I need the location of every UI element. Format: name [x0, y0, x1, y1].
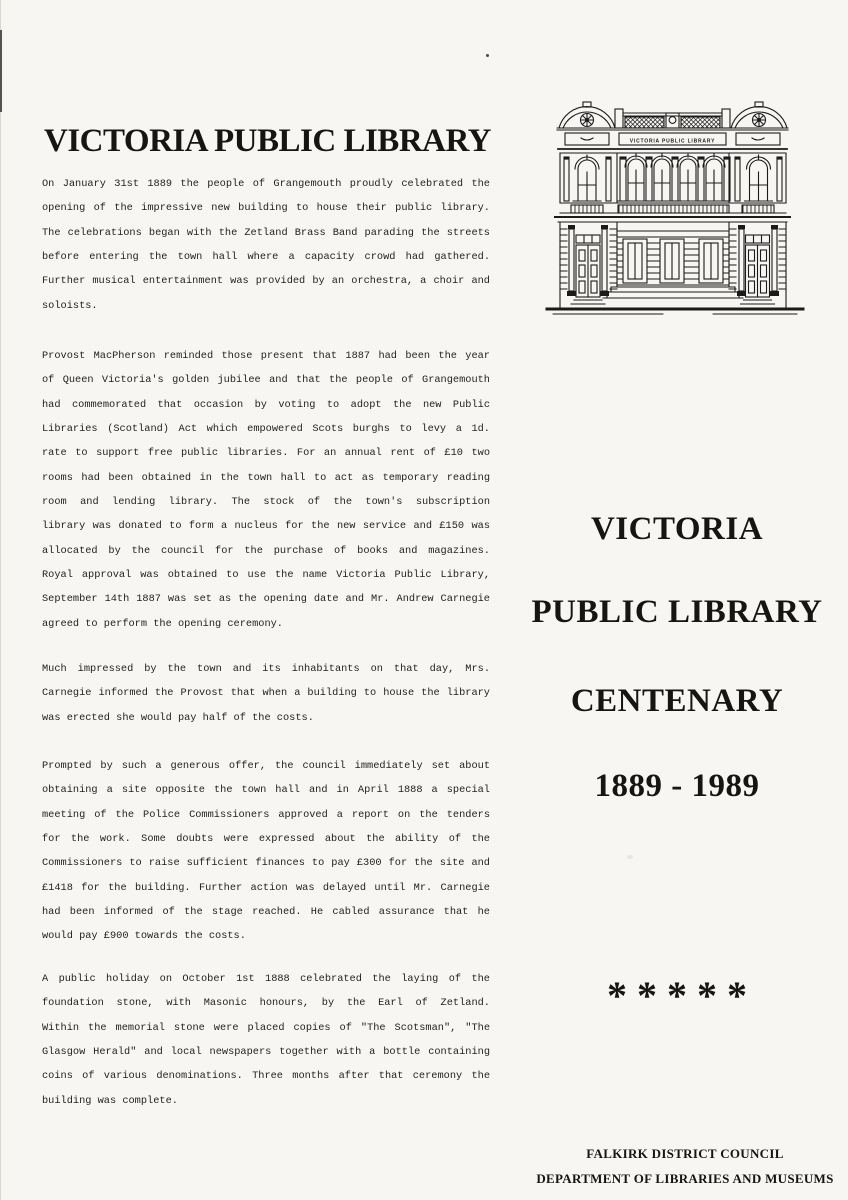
paragraph-provost-macpherson	[42, 344, 490, 636]
text-line: coins of various denominations. Three months after that ceremony the	[42, 1070, 490, 1083]
text-line: The celebrations began with the Zetland Brass Band parading the streets	[42, 226, 490, 239]
text-line: soloists.	[42, 299, 98, 312]
paragraph-mrs-carnegie	[42, 657, 490, 730]
headline-public-library: PUBLIC LIBRARY	[531, 594, 823, 630]
text-line: Much impressed by the town and its inhabitants on that day, Mrs.	[42, 663, 490, 675]
article-title: VICTORIA PUBLIC LIBRARY	[44, 123, 491, 160]
paragraph-foundation-stone	[42, 967, 490, 1113]
paragraph-opening-celebration	[42, 172, 490, 318]
text-line: of Queen Victoria's golden jubilee and that the people of Grangemouth	[42, 374, 490, 387]
text-line: Royal approval was obtained to use the name Victoria Public Library,	[42, 569, 490, 582]
headline-centenary: CENTENARY	[570, 683, 784, 719]
decorative-stars: * * * * *	[607, 973, 747, 1018]
text-line: had commemorated that occasion by voting to adopt the new Public	[42, 398, 490, 411]
text-line: rooms had been obtained in the town hall to act as temporary reading	[42, 471, 490, 484]
text-line: meeting of the Police Commissioners approved a report on the tenders	[42, 808, 490, 821]
text-line: Libraries (Scotland) Act which empowered Scots burghs to levy a 1d.	[42, 423, 490, 436]
text-line: room and lending library. The stock of the town's subscription	[42, 496, 490, 509]
text-line: foundation stone, with Masonic honours, by the Earl of Zetland.	[42, 997, 490, 1010]
text-line: £1418 for the building. Further action was delayed until Mr. Carnegie	[42, 881, 490, 894]
footer-council-line: FALKIRK DISTRICT COUNCIL	[586, 1146, 784, 1161]
text-line: Carnegie informed the Provost that when a building to house the library	[42, 687, 490, 700]
text-line: September 14th 1887 was set as the opening date and Mr. Andrew Carnegie	[42, 593, 490, 606]
text-line: obtaining a site opposite the town hall and in April 1888 a special	[42, 784, 490, 797]
text-line: A public holiday on October 1st 1888 celebrated the laying of the	[42, 973, 490, 985]
text-line: Provost MacPherson reminded those present that 1887 had been the year	[42, 350, 490, 362]
text-line: allocated by the council for the purchase of books and magazines.	[42, 544, 490, 557]
text-line: Glasgow Herald" and local newspapers together with a bottle containing	[42, 1046, 490, 1059]
text-line: On January 31st 1889 the people of Grangemouth proudly celebrated the	[42, 178, 490, 190]
scan-edge-shadow	[0, 0, 1, 1200]
text-line: agreed to perform the opening ceremony.	[42, 617, 283, 630]
text-line: had been informed of the stage reached. He cabled assurance that he	[42, 906, 490, 919]
headline-victoria: VICTORIA	[590, 511, 764, 547]
scan-speck-faint	[627, 855, 633, 859]
text-line: Within the memorial stone were placed copies of "The Scotsman", "The	[42, 1021, 490, 1034]
text-line: Commissioners to raise sufficient finances to pay £300 for the site and	[42, 857, 490, 870]
headline-years: 1889 - 1989	[594, 768, 760, 804]
text-line: Further musical entertainment was provided by an orchestra, a choir and	[42, 275, 490, 288]
text-line: was erected she would pay half of the costs.	[42, 711, 314, 724]
library-building-illustration	[545, 95, 805, 320]
text-line: would pay £900 towards the costs.	[42, 930, 246, 943]
text-line: for the work. Some doubts were expressed about the ability of the	[42, 833, 490, 846]
scan-speck	[486, 54, 489, 57]
footer-department-line: DEPARTMENT OF LIBRARIES AND MUSEUMS	[536, 1171, 834, 1186]
building-frieze-text: VICTORIA PUBLIC LIBRARY	[629, 138, 716, 145]
scan-edge-mark	[0, 30, 2, 112]
paragraph-site-and-tenders	[42, 754, 490, 949]
text-line: building was complete.	[42, 1094, 178, 1107]
text-line: rate to support free public libraries. For an annual rent of £10 two	[42, 447, 490, 460]
text-line: library was donated to form a nucleus for the new service and £150 was	[42, 520, 490, 533]
text-line: Prompted by such a generous offer, the council immediately set about	[42, 760, 490, 772]
text-line: before entering the town hall where a capacity crowd had gathered.	[42, 251, 490, 264]
text-line: opening of the impressive new building to house their public library.	[42, 202, 490, 215]
